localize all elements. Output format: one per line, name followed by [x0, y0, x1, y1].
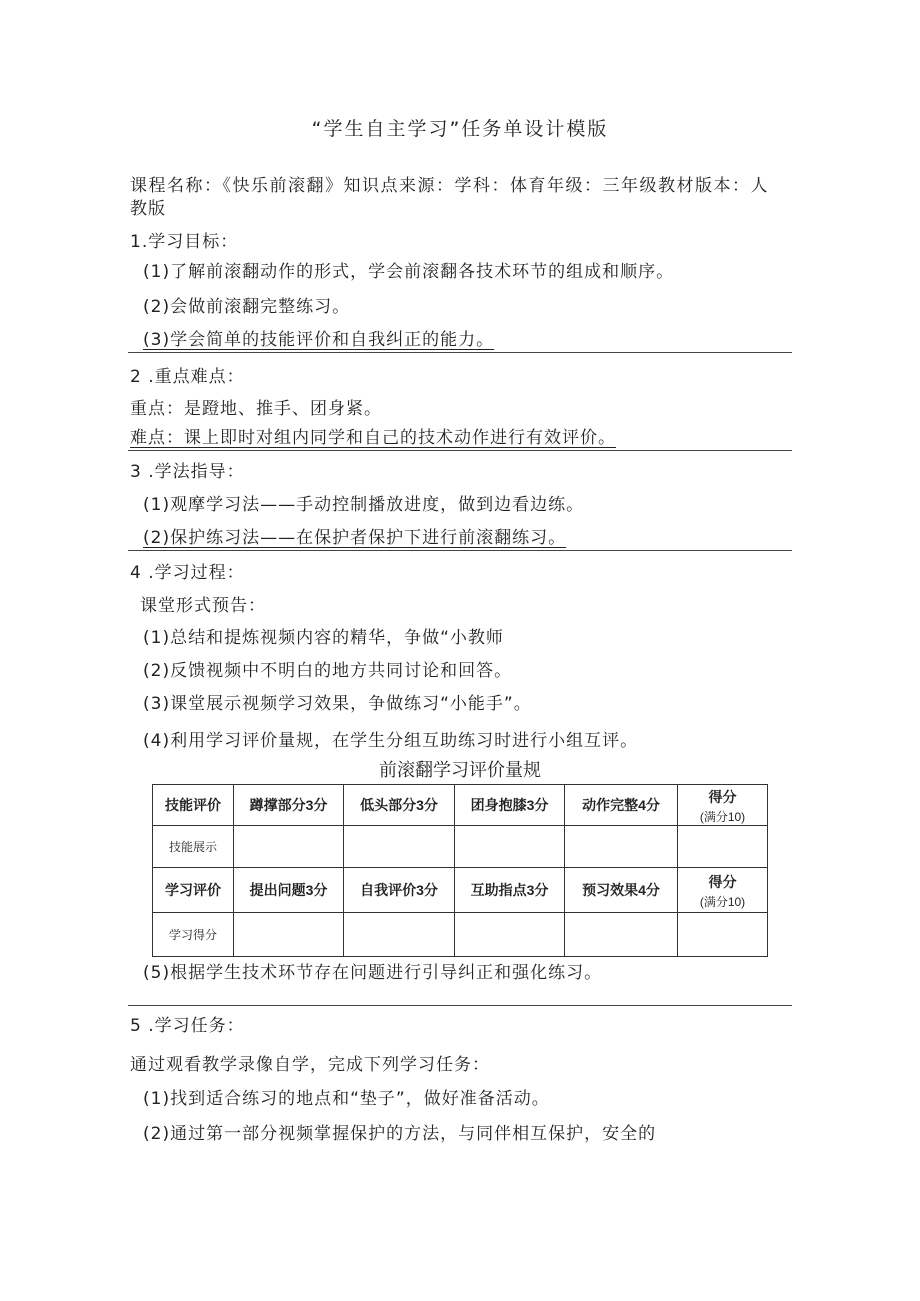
table-cell: 团身抱膝3分 — [455, 785, 565, 826]
section-heading: 5 .学习任务： — [130, 1016, 245, 1036]
table-cell: 动作完整4分 — [565, 785, 678, 826]
evaluation-rubric-table — [152, 784, 768, 957]
list-item: (1)观摩学习法——手动控制播放进度，做到边看边练。 — [143, 495, 585, 515]
table-cell: 提出问题3分 — [234, 868, 344, 913]
table-cell — [678, 826, 768, 868]
list-item: (1)总结和提炼视频内容的精华，争做“小教师 — [143, 628, 504, 648]
list-item: (2)反馈视频中不明白的地方共同讨论和回答。 — [143, 661, 513, 681]
intro-text: 通过观看教学录像自学，完成下列学习任务： — [130, 1055, 490, 1075]
table-cell: 学习评价 — [153, 868, 234, 913]
score-note: (满分10) — [699, 894, 746, 909]
intro-text: 课堂形式预告： — [140, 596, 266, 616]
score-header-cell — [678, 785, 768, 826]
page-title: “学生自主学习”任务单设计模版 — [311, 118, 609, 140]
divider — [128, 450, 792, 451]
list-item: (2)保护练习法——在保护者保护下进行前滚翻练习。 — [143, 528, 567, 548]
divider — [128, 1005, 792, 1006]
table-cell: 互助指点3分 — [455, 868, 565, 913]
table-cell: 学习得分 — [153, 913, 234, 957]
table-cell — [678, 913, 768, 957]
table-cell — [565, 913, 678, 957]
section-heading: 2 .重点难点： — [130, 367, 245, 387]
score-header-cell — [678, 868, 768, 913]
score-label: 得分 — [708, 788, 737, 805]
list-item: (3)学会简单的技能评价和自我纠正的能力。 — [143, 330, 495, 350]
table-cell — [455, 913, 565, 957]
course-info-line: 教版 — [130, 199, 166, 219]
list-item: (2)会做前滚翻完整练习。 — [143, 297, 351, 317]
section-heading: 4 .学习过程： — [130, 563, 245, 583]
table-row — [153, 826, 768, 868]
table-row — [153, 868, 768, 913]
table-cell — [234, 826, 344, 868]
table-cell — [565, 826, 678, 868]
table-cell: 蹲撑部分3分 — [234, 785, 344, 826]
table-cell: 预习效果4分 — [565, 868, 678, 913]
divider — [128, 352, 792, 353]
section-heading: 3 .学法指导： — [130, 462, 245, 482]
score-label: 得分 — [708, 873, 737, 890]
table-cell: 技能展示 — [153, 826, 234, 868]
key-point: 重点：是蹬地、推手、团身紧。 — [130, 399, 382, 419]
score-note: (满分10) — [699, 809, 746, 824]
difficulty-point: 难点：课上即时对组内同学和自己的技术动作进行有效评价。 — [130, 428, 616, 448]
table-row — [153, 913, 768, 957]
list-item: (1)找到适合练习的地点和“垫子”，做好准备活动。 — [143, 1089, 550, 1109]
section-heading: 1.学习目标： — [130, 232, 239, 252]
table-cell — [455, 826, 565, 868]
table-cell: 自我评价3分 — [344, 868, 455, 913]
divider — [128, 550, 792, 551]
list-item: (1)了解前滚翻动作的形式，学会前滚翻各技术环节的组成和顺序。 — [143, 262, 675, 282]
table-cell — [344, 826, 455, 868]
list-item: (4)利用学习评价量规，在学生分组互助练习时进行小组互评。 — [143, 731, 639, 751]
table-cell — [344, 913, 455, 957]
table-cell: 低头部分3分 — [344, 785, 455, 826]
table-cell — [234, 913, 344, 957]
list-item: (5)根据学生技术环节存在问题进行引导纠正和强化练习。 — [143, 963, 603, 983]
table-cell: 技能评价 — [153, 785, 234, 826]
list-item: (3)课堂展示视频学习效果，争做练习“小能手”。 — [143, 694, 532, 714]
table-title: 前滚翻学习评价量规 — [379, 760, 541, 781]
course-info-line: 课程名称：《快乐前滚翻》知识点来源：学科：体育年级：三年级教材版本：人 — [130, 176, 769, 196]
list-item: (2)通过第一部分视频掌握保护的方法，与同伴相互保护，安全的 — [143, 1124, 657, 1144]
table-row — [153, 785, 768, 826]
